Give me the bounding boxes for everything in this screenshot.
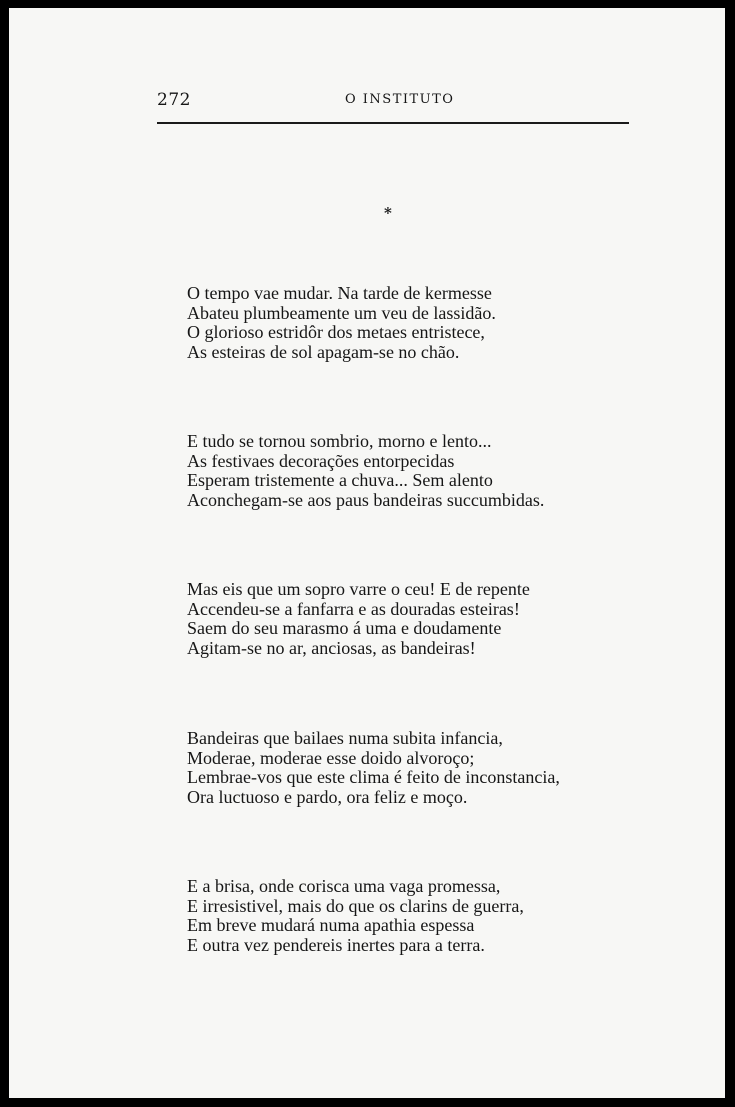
verse-line: Ora luctuoso e pardo, ora feliz e moço. bbox=[187, 786, 468, 807]
verse-line: Em breve mudará numa apathia espessa bbox=[187, 915, 475, 935]
stanza-1 bbox=[187, 284, 607, 362]
verse-line: E outra vez pendereis inertes para a terra. bbox=[187, 934, 485, 955]
header-rule bbox=[157, 122, 629, 124]
verse-line: As esteiras de sol apagam-se no chão. bbox=[187, 341, 460, 362]
verse-line: O tempo vae mudar. Na tarde de kermesse bbox=[187, 283, 492, 303]
verse-line: Lembrae-vos que este clima é feito de inconstancia, bbox=[187, 767, 560, 787]
verse-line: Bandeiras que bailaes numa subita infancia, bbox=[187, 728, 503, 748]
book-page bbox=[9, 8, 725, 1098]
verse-line: E tudo se tornou sombrio, morno e lento... bbox=[187, 431, 492, 451]
page-number: 272 bbox=[157, 90, 191, 110]
verse-line: E irresistivel, mais do que os clarins de guerra, bbox=[187, 895, 524, 916]
verse-line: E a brisa, onde corisca uma vaga promessa, bbox=[187, 876, 501, 896]
stanza-4 bbox=[187, 729, 607, 807]
verse-line: Accendeu-se a fanfarra e as douradas esteiras! bbox=[187, 598, 520, 619]
verse-line: Esperam tristemente a chuva... Sem alento bbox=[187, 470, 493, 490]
stanza-5 bbox=[187, 877, 607, 955]
verse-line: Moderae, moderae esse doido alvoroço; bbox=[187, 747, 475, 768]
page-header bbox=[157, 86, 629, 116]
verse-line: Agitam-se no ar, anciosas, as bandeiras! bbox=[187, 637, 476, 658]
stanza-2 bbox=[187, 432, 607, 510]
verse-line: As festivaes decorações entorpecidas bbox=[187, 450, 455, 471]
stanza-3 bbox=[187, 580, 607, 658]
verse-line: O glorioso estridôr dos metaes entristece, bbox=[187, 322, 485, 342]
verse-line: Mas eis que um sopro varre o ceu! E de repente bbox=[187, 579, 530, 599]
verse-line: Aconchegam-se aos paus bandeiras succumbidas. bbox=[187, 489, 545, 510]
running-head: O INSTITUTO bbox=[345, 92, 455, 107]
section-ornament: * bbox=[384, 204, 392, 222]
verse-line: Saem do seu marasmo á uma e doudamente bbox=[187, 618, 502, 638]
verse-line: Abateu plumbeamente um veu de lassidão. bbox=[187, 302, 496, 323]
